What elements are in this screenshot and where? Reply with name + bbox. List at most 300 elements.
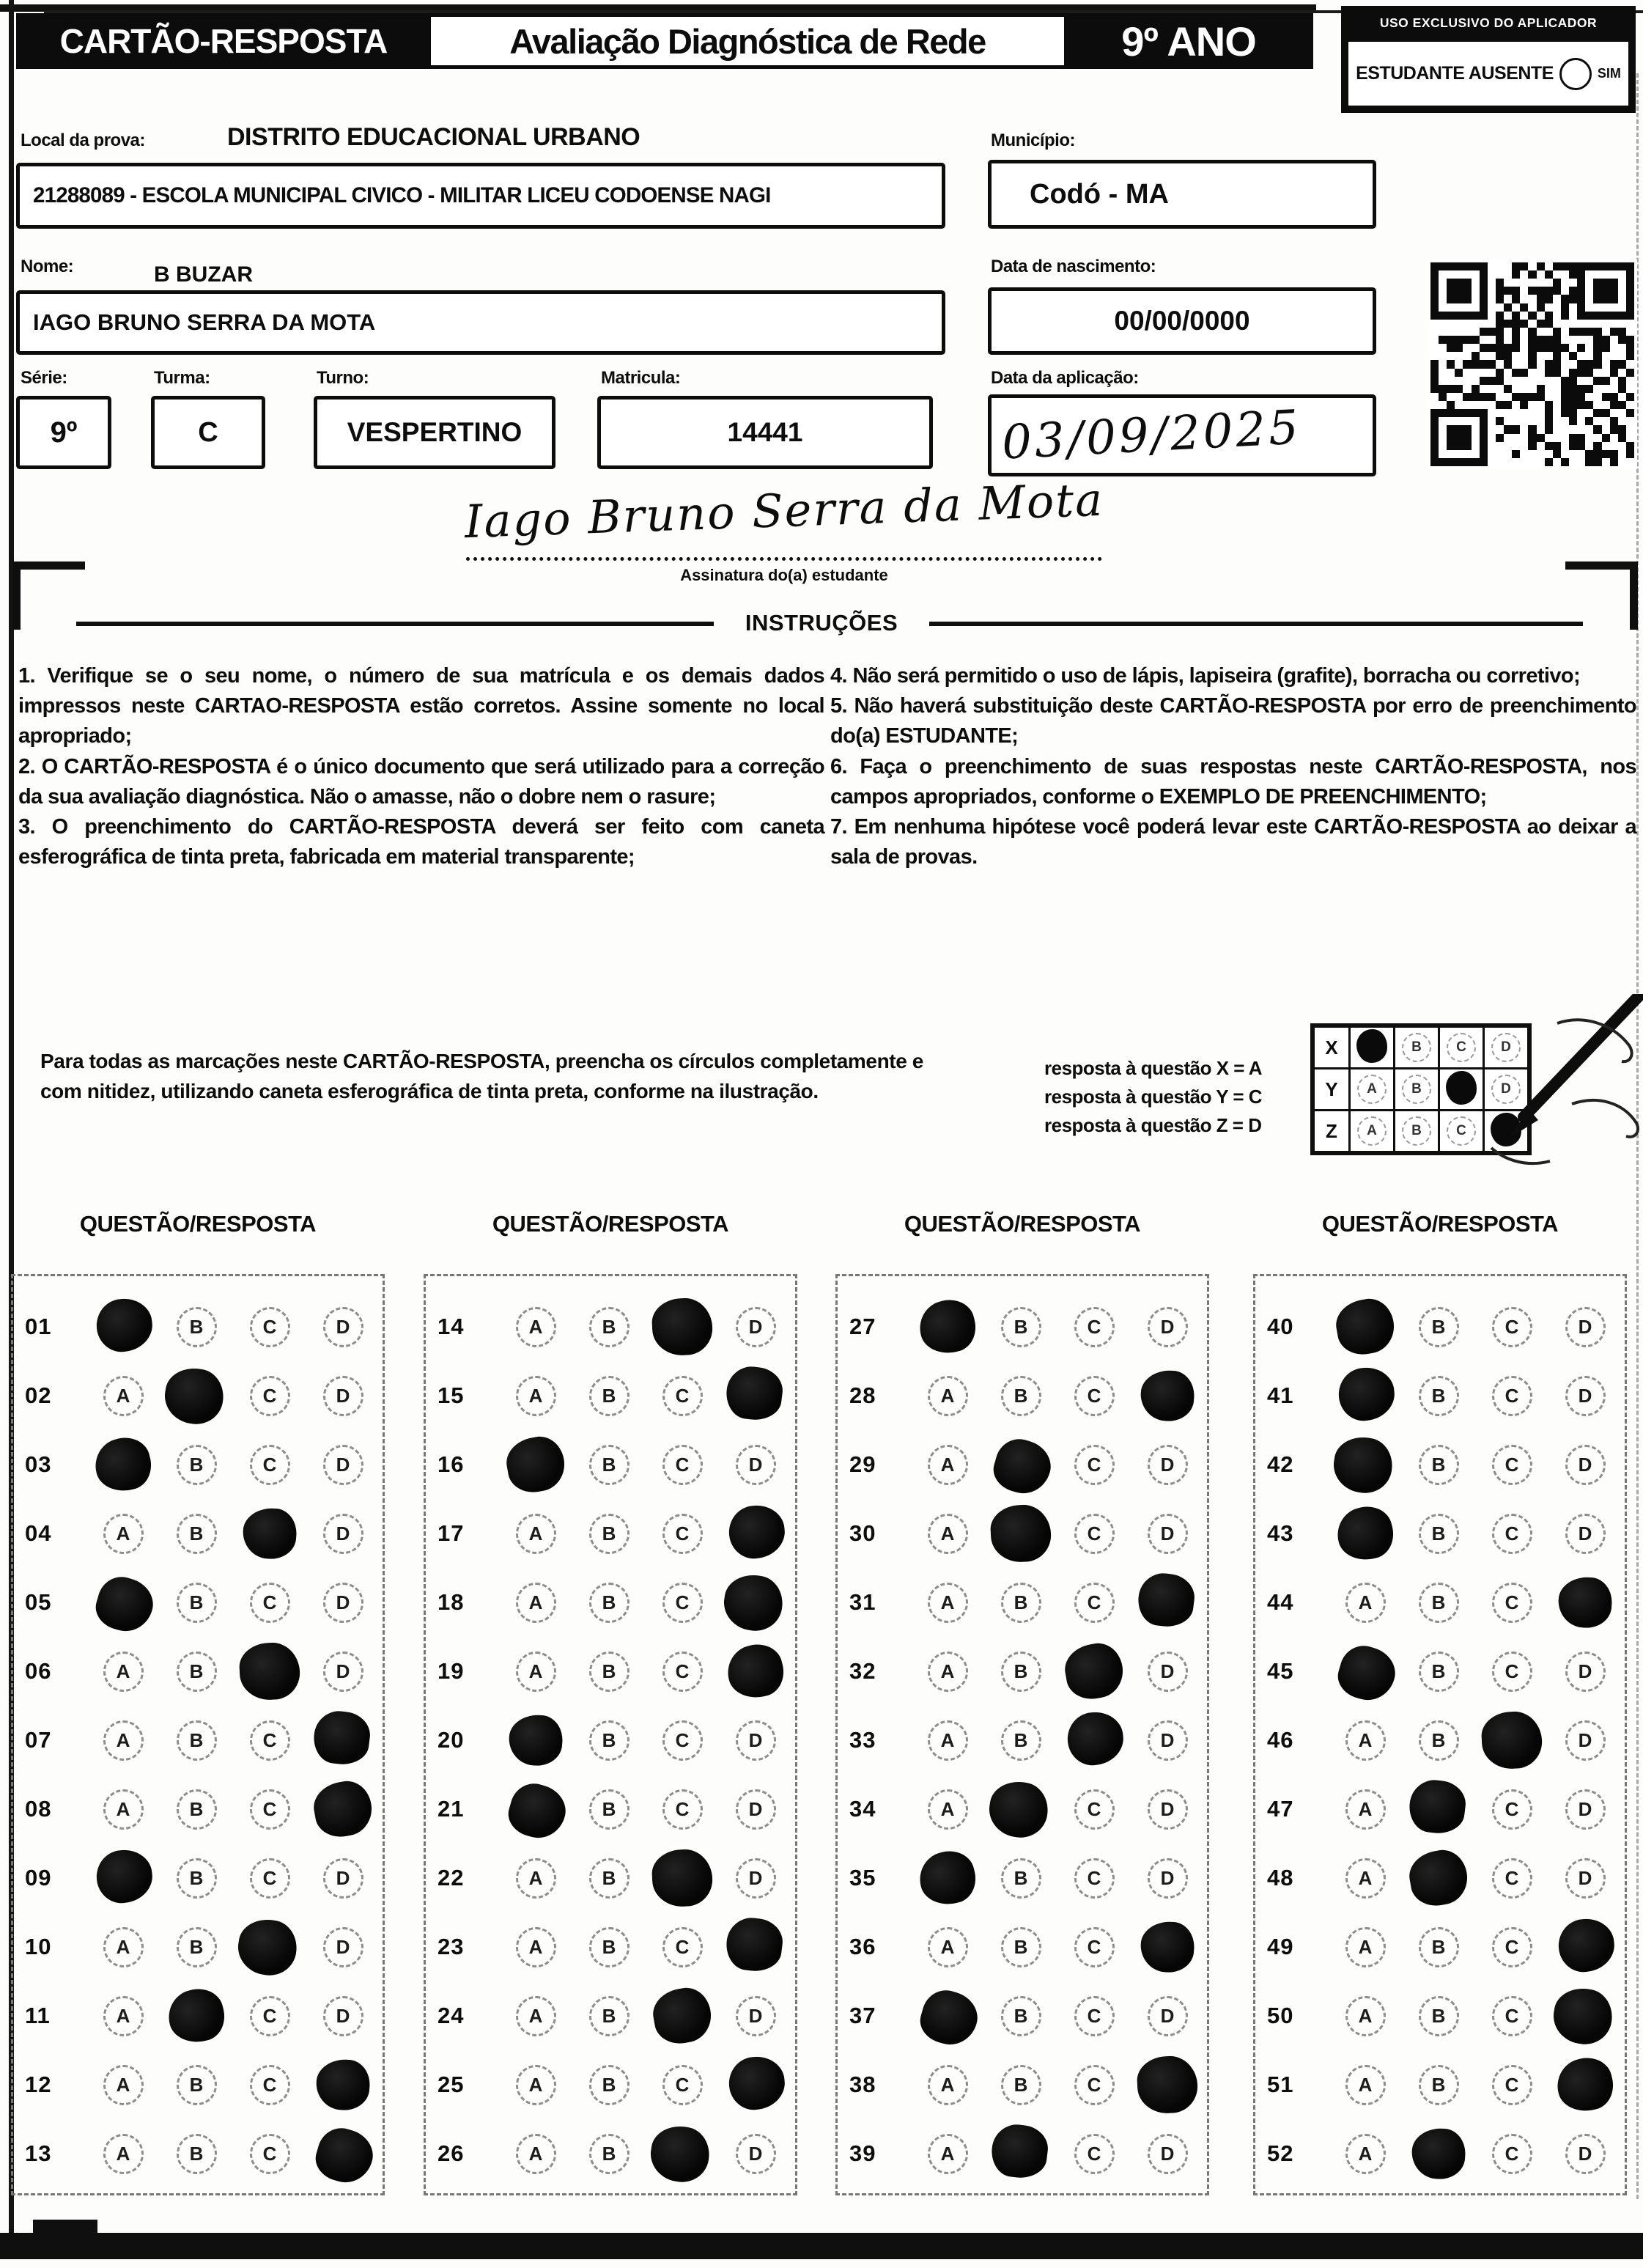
filled-bubble[interactable] bbox=[1333, 1641, 1401, 1706]
answer-bubble[interactable]: A bbox=[516, 1376, 556, 1416]
filled-bubble[interactable] bbox=[915, 1985, 983, 2051]
option-C-q48 bbox=[1475, 1858, 1548, 1899]
answer-bubble[interactable]: A bbox=[928, 2065, 968, 2105]
answer-bubble[interactable]: C bbox=[1074, 2065, 1115, 2105]
filled-bubble[interactable] bbox=[726, 1503, 787, 1561]
option-A-q46 bbox=[1329, 1720, 1402, 1761]
filled-bubble[interactable] bbox=[989, 2121, 1050, 2181]
answer-bubble[interactable]: A bbox=[103, 2134, 144, 2174]
option-A-q24 bbox=[499, 1996, 572, 2036]
answer-bubble[interactable]: A bbox=[1345, 1858, 1386, 1899]
answer-bubble[interactable]: B bbox=[589, 1789, 629, 1830]
answer-bubble[interactable]: A bbox=[516, 1996, 556, 2036]
answer-bubble[interactable]: B bbox=[1001, 1927, 1041, 1967]
filled-bubble[interactable] bbox=[986, 1778, 1052, 1841]
question-row-48 bbox=[1255, 1844, 1625, 1912]
school-value: 21288089 - ESCOLA MUNICIPAL CIVICO - MILITAR LICEU CODOENSE NAGI bbox=[33, 183, 771, 207]
question-row-38 bbox=[838, 2050, 1207, 2119]
filled-bubble[interactable] bbox=[989, 1503, 1052, 1564]
answer-bubble[interactable]: C bbox=[1492, 1858, 1532, 1899]
exam-title-box bbox=[431, 13, 1064, 69]
option-A-q19 bbox=[499, 1652, 572, 1692]
instruction-item-1: 4. Não será permitido o uso de lápis, lapiseira (grafite), borracha ou corretivo; bbox=[830, 664, 1581, 688]
filled-bubble[interactable] bbox=[1551, 2052, 1618, 2117]
answer-bubble[interactable]: C bbox=[1492, 1927, 1532, 1967]
answer-bubble[interactable]: C bbox=[1492, 2134, 1532, 2174]
answer-bubble[interactable]: B bbox=[1001, 1652, 1041, 1692]
answer-bubble[interactable]: A bbox=[516, 1652, 556, 1692]
answer-bubble[interactable]: B bbox=[589, 1720, 629, 1761]
filled-bubble[interactable] bbox=[238, 1641, 301, 1701]
filled-bubble[interactable] bbox=[914, 1295, 981, 1359]
answer-bubble[interactable]: D bbox=[1565, 1514, 1606, 1554]
filled-bubble[interactable] bbox=[310, 1778, 376, 1841]
question-number: 07 bbox=[25, 1727, 52, 1753]
answer-bubble[interactable]: A bbox=[516, 2065, 556, 2105]
answer-bubble[interactable]: B bbox=[589, 1927, 629, 1967]
answer-bubble[interactable]: A bbox=[1345, 1720, 1386, 1761]
filled-bubble[interactable] bbox=[1336, 1365, 1397, 1424]
answer-bubble[interactable]: C bbox=[662, 1445, 703, 1485]
answer-bubble[interactable]: C bbox=[1492, 1583, 1532, 1623]
answer-bubble[interactable]: C bbox=[662, 1927, 703, 1967]
option-C-q02 bbox=[233, 1376, 306, 1416]
turma-field bbox=[151, 396, 265, 469]
filled-bubble[interactable] bbox=[503, 1778, 572, 1844]
answer-bubble[interactable]: B bbox=[1001, 1720, 1041, 1761]
filled-bubble[interactable] bbox=[720, 1571, 787, 1635]
answer-bubble[interactable]: B bbox=[589, 2065, 629, 2105]
answer-bubble[interactable]: D bbox=[323, 1858, 363, 1899]
filled-bubble[interactable] bbox=[311, 2123, 379, 2189]
filled-bubble[interactable] bbox=[649, 1984, 715, 2048]
answer-bubble[interactable]: C bbox=[1074, 1927, 1115, 1967]
turno-label: Turno: bbox=[317, 368, 369, 388]
filled-bubble[interactable] bbox=[1557, 1575, 1614, 1630]
answer-bubble[interactable]: A bbox=[516, 1583, 556, 1623]
option-D-q38-marked bbox=[1131, 2058, 1204, 2111]
option-B-q06 bbox=[160, 1652, 233, 1692]
answer-bubble[interactable]: C bbox=[250, 1376, 290, 1416]
answer-bubble[interactable]: B bbox=[589, 1514, 629, 1554]
answer-bubble[interactable]: A bbox=[928, 2134, 968, 2174]
answer-bubble[interactable]: D bbox=[736, 1996, 776, 2036]
option-B-q16 bbox=[572, 1445, 646, 1485]
answer-bubble[interactable]: C bbox=[662, 1652, 703, 1692]
answer-bubble[interactable]: C bbox=[1074, 2134, 1115, 2174]
option-D-q08-marked bbox=[306, 1783, 380, 1836]
answer-bubble[interactable]: D bbox=[1148, 1652, 1188, 1692]
instruction-item-2: 2. O CARTÃO-RESPOSTA é o único documento que será utilizado para a correção da sua avaliação diagnóstica. Não o amasse, não o dobre nem o rasure; bbox=[18, 754, 824, 809]
answer-bubble[interactable]: B bbox=[177, 1652, 217, 1692]
question-number: 23 bbox=[437, 1934, 465, 1959]
filled-bubble[interactable] bbox=[651, 1297, 714, 1357]
filled-bubble[interactable] bbox=[1406, 1847, 1472, 1910]
option-A-q39 bbox=[911, 2134, 984, 2174]
answer-bubble[interactable]: C bbox=[662, 1376, 703, 1416]
answer-bubble[interactable]: C bbox=[1492, 1514, 1532, 1554]
answer-bubble[interactable]: D bbox=[1148, 2134, 1188, 2174]
filled-bubble[interactable] bbox=[723, 1363, 785, 1423]
answer-bubble[interactable]: B bbox=[1001, 1996, 1041, 2036]
option-C-q16 bbox=[646, 1445, 719, 1485]
answer-column-header: QUESTÃO/RESPOSTA bbox=[1321, 1211, 1559, 1237]
answer-bubble[interactable]: A bbox=[103, 1996, 144, 2036]
filled-bubble[interactable] bbox=[1136, 2055, 1199, 2115]
question-number: 27 bbox=[849, 1314, 876, 1339]
example-bubble: A bbox=[1357, 1116, 1387, 1146]
municipio-label: Município: bbox=[991, 130, 1075, 150]
filled-bubble[interactable] bbox=[91, 1572, 159, 1638]
answer-bubble[interactable]: C bbox=[1492, 1376, 1532, 1416]
answer-bubble[interactable]: C bbox=[250, 1445, 290, 1485]
answer-bubble[interactable]: C bbox=[250, 1996, 290, 2036]
nascimento-value: 00/00/0000 bbox=[1114, 306, 1250, 336]
answer-bubble[interactable]: B bbox=[1419, 1376, 1459, 1416]
question-number: 16 bbox=[437, 1451, 465, 1477]
answer-bubble[interactable]: A bbox=[928, 1376, 968, 1416]
option-A-q38 bbox=[911, 2065, 984, 2105]
answer-bubble[interactable]: A bbox=[928, 1720, 968, 1761]
answer-bubble[interactable]: A bbox=[1345, 2065, 1386, 2105]
answer-bubble[interactable]: C bbox=[1492, 1996, 1532, 2036]
question-row-44 bbox=[1255, 1568, 1625, 1637]
answer-bubble[interactable]: B bbox=[1419, 2065, 1459, 2105]
option-A-q44 bbox=[1329, 1583, 1402, 1623]
question-number: 32 bbox=[849, 1658, 876, 1684]
option-B-q07 bbox=[160, 1720, 233, 1761]
answer-bubble[interactable]: D bbox=[323, 1583, 363, 1623]
example-bubble: B bbox=[1402, 1116, 1431, 1146]
answer-bubble[interactable]: A bbox=[516, 1307, 556, 1347]
answer-bubble[interactable]: A bbox=[103, 1927, 144, 1967]
answer-bubble[interactable]: D bbox=[1148, 1789, 1188, 1830]
answer-bubble[interactable]: C bbox=[1492, 1789, 1532, 1830]
answer-bubble[interactable]: B bbox=[177, 1927, 217, 1967]
answer-bubble[interactable]: C bbox=[250, 1583, 290, 1623]
question-row-27 bbox=[838, 1292, 1207, 1361]
filled-bubble[interactable] bbox=[1139, 1920, 1196, 1974]
filled-bubble[interactable] bbox=[163, 1984, 229, 2048]
option-B-q52-marked bbox=[1402, 2127, 1475, 2180]
answer-bubble[interactable]: C bbox=[1074, 1445, 1115, 1485]
answer-bubble[interactable]: A bbox=[103, 1376, 144, 1416]
answer-bubble[interactable]: C bbox=[662, 1720, 703, 1761]
option-C-q29 bbox=[1057, 1445, 1131, 1485]
option-A-q30 bbox=[911, 1514, 984, 1554]
filled-bubble[interactable] bbox=[1550, 1984, 1617, 2048]
answer-bubble[interactable]: A bbox=[928, 1927, 968, 1967]
question-number: 22 bbox=[437, 1865, 465, 1890]
answer-bubble[interactable]: D bbox=[1148, 1996, 1188, 2036]
answer-bubble[interactable]: C bbox=[250, 1720, 290, 1761]
answer-bubble[interactable]: D bbox=[323, 1927, 363, 1967]
answer-bubble[interactable]: A bbox=[516, 2134, 556, 2174]
filled-bubble[interactable] bbox=[1135, 1570, 1197, 1630]
question-number: 01 bbox=[25, 1314, 52, 1339]
option-B-q27 bbox=[984, 1307, 1057, 1347]
scan-edge-bottom bbox=[0, 2233, 1643, 2259]
answer-bubble[interactable]: B bbox=[1419, 1583, 1459, 1623]
filled-bubble[interactable] bbox=[1556, 1916, 1617, 1975]
answer-bubble[interactable]: B bbox=[1001, 1858, 1041, 1899]
answer-bubble[interactable]: A bbox=[103, 1789, 144, 1830]
filled-bubble[interactable] bbox=[235, 1915, 301, 1979]
answer-bubble[interactable]: C bbox=[250, 1307, 290, 1347]
filled-bubble[interactable] bbox=[503, 1433, 569, 1497]
example-cell bbox=[1350, 1069, 1395, 1111]
answer-bubble[interactable]: A bbox=[1345, 1927, 1386, 1967]
answer-bubble[interactable]: B bbox=[1419, 1514, 1459, 1554]
example-line-3: resposta à questão Z = D bbox=[1044, 1114, 1262, 1136]
answer-bubble[interactable]: D bbox=[736, 1789, 776, 1830]
answer-bubble[interactable]: B bbox=[177, 1858, 217, 1899]
question-number: 17 bbox=[437, 1520, 465, 1546]
answer-bubble[interactable]: C bbox=[1074, 1514, 1115, 1554]
answer-bubble[interactable]: C bbox=[1074, 1376, 1115, 1416]
option-D-q45 bbox=[1548, 1652, 1622, 1692]
question-number: 19 bbox=[437, 1658, 465, 1684]
filled-bubble[interactable] bbox=[311, 1708, 372, 1767]
example-bubble: C bbox=[1447, 1116, 1476, 1146]
local-value: DISTRITO EDUCACIONAL URBANO bbox=[227, 123, 640, 151]
question-row-18 bbox=[426, 1568, 795, 1637]
answer-bubble[interactable]: D bbox=[1565, 1376, 1606, 1416]
answer-bubble[interactable]: D bbox=[1565, 1307, 1606, 1347]
answer-bubble[interactable]: D bbox=[323, 1652, 363, 1692]
answer-bubble[interactable]: C bbox=[662, 1789, 703, 1830]
filled-bubble[interactable] bbox=[241, 1506, 298, 1561]
answer-bubble[interactable]: D bbox=[1565, 1445, 1606, 1485]
answer-bubble[interactable]: A bbox=[103, 1652, 144, 1692]
answer-bubble[interactable]: D bbox=[736, 1445, 776, 1485]
option-A-q12 bbox=[86, 2065, 160, 2105]
answer-bubble[interactable]: B bbox=[177, 1445, 217, 1485]
answer-bubble[interactable]: B bbox=[177, 1789, 217, 1830]
filled-bubble[interactable] bbox=[1480, 1710, 1543, 1770]
answer-bubble[interactable]: D bbox=[1565, 1652, 1606, 1692]
question-row-10 bbox=[13, 1912, 383, 1981]
answer-bubble[interactable]: D bbox=[1148, 1445, 1188, 1485]
answer-bubble[interactable]: B bbox=[589, 1583, 629, 1623]
option-B-q40 bbox=[1402, 1307, 1475, 1347]
filled-bubble[interactable] bbox=[726, 2054, 787, 2113]
answer-bubble[interactable]: A bbox=[516, 1514, 556, 1554]
option-A-q45-marked bbox=[1329, 1645, 1402, 1698]
option-D-q27 bbox=[1131, 1307, 1204, 1347]
absent-bubble[interactable] bbox=[1559, 58, 1592, 90]
question-number: 46 bbox=[1267, 1727, 1294, 1753]
option-D-q02 bbox=[306, 1376, 380, 1416]
filled-bubble[interactable] bbox=[1139, 1369, 1196, 1423]
filled-bubble[interactable] bbox=[1332, 1501, 1398, 1566]
answer-bubble[interactable]: B bbox=[589, 2134, 629, 2174]
answer-bubble[interactable]: D bbox=[323, 1376, 363, 1416]
filled-bubble[interactable] bbox=[723, 1915, 785, 1974]
answer-bubble[interactable]: C bbox=[1492, 1307, 1532, 1347]
question-row-51 bbox=[1255, 2050, 1625, 2119]
answer-bubble[interactable]: B bbox=[1419, 1445, 1459, 1485]
answer-bubble[interactable]: A bbox=[928, 1514, 968, 1554]
answer-bubble[interactable]: D bbox=[736, 1307, 776, 1347]
filled-bubble[interactable] bbox=[1406, 1777, 1468, 1836]
filled-bubble[interactable] bbox=[89, 1432, 156, 1497]
answer-bubble[interactable]: C bbox=[1492, 1445, 1532, 1485]
answer-bubble[interactable]: B bbox=[589, 1996, 629, 2036]
answer-bubble[interactable]: B bbox=[177, 2134, 217, 2174]
option-D-q29 bbox=[1131, 1445, 1204, 1485]
filled-bubble[interactable] bbox=[94, 1847, 155, 1906]
answer-bubble[interactable]: D bbox=[1148, 1514, 1188, 1554]
answer-bubble[interactable]: C bbox=[1492, 2065, 1532, 2105]
answer-bubble[interactable]: A bbox=[928, 1652, 968, 1692]
option-C-q12 bbox=[233, 2065, 306, 2105]
answer-bubble[interactable]: B bbox=[177, 1583, 217, 1623]
question-number: 42 bbox=[1267, 1451, 1294, 1477]
question-number: 37 bbox=[849, 2003, 876, 2028]
example-bubble: C bbox=[1447, 1033, 1476, 1062]
instruction-item-1: 1. Verifique se o seu nome, o número de sua matrícula e os demais dados impressos neste CARTAO-RESPOSTA estão corretos. Assine somente no local apropriado; bbox=[18, 664, 824, 748]
option-C-q05 bbox=[233, 1583, 306, 1623]
answer-bubble[interactable]: A bbox=[103, 2065, 144, 2105]
answer-bubble[interactable]: B bbox=[589, 1652, 629, 1692]
option-B-q19 bbox=[572, 1652, 646, 1692]
question-row-43 bbox=[1255, 1499, 1625, 1568]
answer-bubble[interactable]: A bbox=[516, 1858, 556, 1899]
answer-bubble[interactable]: C bbox=[250, 1858, 290, 1899]
answer-bubble[interactable]: D bbox=[323, 1514, 363, 1554]
answer-bubble[interactable]: D bbox=[1565, 2134, 1606, 2174]
filled-bubble[interactable] bbox=[94, 1296, 155, 1355]
filled-bubble[interactable] bbox=[914, 1846, 981, 1910]
answer-bubble[interactable]: A bbox=[928, 1583, 968, 1623]
answer-bubble[interactable]: C bbox=[662, 2065, 703, 2105]
answer-bubble[interactable]: A bbox=[516, 1927, 556, 1967]
option-B-q24 bbox=[572, 1996, 646, 2036]
answer-bubble[interactable]: C bbox=[1074, 1583, 1115, 1623]
answer-bubble[interactable]: B bbox=[589, 1445, 629, 1485]
filled-bubble[interactable] bbox=[314, 2058, 372, 2112]
option-D-q25-marked bbox=[719, 2058, 792, 2111]
answer-bubble[interactable]: B bbox=[1419, 1720, 1459, 1761]
answer-bubble[interactable]: C bbox=[250, 2065, 290, 2105]
answer-bubble[interactable]: D bbox=[1565, 1858, 1606, 1899]
filled-bubble[interactable] bbox=[161, 1364, 228, 1428]
question-number: 33 bbox=[849, 1727, 876, 1753]
option-C-q15 bbox=[646, 1376, 719, 1416]
answer-bubble[interactable]: B bbox=[177, 1720, 217, 1761]
answer-bubble[interactable]: C bbox=[1074, 1307, 1115, 1347]
answer-bubble[interactable]: B bbox=[177, 2065, 217, 2105]
option-D-q50-marked bbox=[1548, 1989, 1622, 2042]
answer-bubble[interactable]: B bbox=[589, 1376, 629, 1416]
filled-bubble[interactable] bbox=[647, 2122, 714, 2186]
filled-bubble[interactable] bbox=[1330, 1433, 1397, 1497]
filled-bubble[interactable] bbox=[507, 1713, 564, 1767]
answer-bubble[interactable]: B bbox=[1419, 1927, 1459, 1967]
filled-bubble[interactable] bbox=[1065, 1709, 1126, 1768]
answer-bubble[interactable]: A bbox=[103, 1514, 144, 1554]
filled-bubble[interactable] bbox=[651, 1848, 714, 1908]
answer-bubble[interactable]: D bbox=[736, 2134, 776, 2174]
option-B-q43 bbox=[1402, 1514, 1475, 1554]
option-C-q44 bbox=[1475, 1583, 1548, 1623]
answer-bubble[interactable]: A bbox=[928, 1789, 968, 1830]
answer-bubble[interactable]: B bbox=[177, 1514, 217, 1554]
option-C-q40 bbox=[1475, 1307, 1548, 1347]
filled-bubble[interactable] bbox=[1410, 2127, 1467, 2181]
answer-bubble[interactable]: A bbox=[103, 1720, 144, 1761]
option-D-q03 bbox=[306, 1445, 380, 1485]
question-row-40 bbox=[1255, 1292, 1625, 1361]
answer-bubble[interactable]: B bbox=[1419, 1996, 1459, 2036]
question-number: 39 bbox=[849, 2140, 876, 2166]
question-number: 12 bbox=[25, 2072, 52, 2097]
answer-bubble[interactable]: A bbox=[928, 1445, 968, 1485]
answer-bubble[interactable]: A bbox=[1345, 1996, 1386, 2036]
answer-bubble[interactable]: C bbox=[1074, 1789, 1115, 1830]
answer-bubble[interactable]: A bbox=[1345, 1789, 1386, 1830]
answer-bubble[interactable]: D bbox=[1148, 1720, 1188, 1761]
answer-bubble[interactable]: B bbox=[1419, 1652, 1459, 1692]
answer-bubble[interactable]: A bbox=[1345, 1583, 1386, 1623]
option-D-q51-marked bbox=[1548, 2058, 1622, 2111]
filled-bubble[interactable] bbox=[1332, 1295, 1398, 1359]
answer-bubble[interactable]: C bbox=[1074, 1858, 1115, 1899]
answer-bubble[interactable]: A bbox=[1345, 2134, 1386, 2174]
option-B-q12 bbox=[160, 2065, 233, 2105]
filled-bubble[interactable] bbox=[989, 1434, 1057, 1500]
answer-bubble[interactable]: C bbox=[250, 1789, 290, 1830]
answer-bubble[interactable]: D bbox=[736, 1720, 776, 1761]
answer-bubble[interactable]: D bbox=[323, 1307, 363, 1347]
answer-bubble[interactable]: B bbox=[1001, 2065, 1041, 2105]
option-B-q02-marked bbox=[160, 1369, 233, 1422]
answer-bubble[interactable]: D bbox=[1148, 1307, 1188, 1347]
option-D-q13-marked bbox=[306, 2127, 380, 2180]
answer-bubble[interactable]: C bbox=[1074, 1996, 1115, 2036]
answer-bubble[interactable]: B bbox=[1001, 1307, 1041, 1347]
answer-bubble[interactable]: B bbox=[589, 1307, 629, 1347]
answer-bubble[interactable]: B bbox=[1001, 1376, 1041, 1416]
option-A-q09-marked bbox=[86, 1852, 160, 1904]
answer-bubble[interactable]: D bbox=[1565, 1720, 1606, 1761]
answer-bubble[interactable]: D bbox=[1148, 1858, 1188, 1899]
answer-bubble[interactable]: C bbox=[250, 2134, 290, 2174]
answer-bubble[interactable]: C bbox=[1492, 1652, 1532, 1692]
answer-bubble[interactable]: B bbox=[1419, 1307, 1459, 1347]
answer-bubble[interactable]: D bbox=[736, 1858, 776, 1899]
signature-line[interactable] bbox=[466, 557, 1102, 561]
serie-field bbox=[16, 396, 111, 469]
answer-column-header: QUESTÃO/RESPOSTA bbox=[79, 1211, 317, 1237]
answer-bubble[interactable]: D bbox=[1565, 1789, 1606, 1830]
option-C-q45 bbox=[1475, 1652, 1548, 1692]
answer-bubble[interactable]: D bbox=[323, 1445, 363, 1485]
answer-bubble[interactable]: D bbox=[323, 1996, 363, 2036]
answer-bubble[interactable]: B bbox=[177, 1307, 217, 1347]
filled-bubble[interactable] bbox=[1061, 1640, 1127, 1704]
answer-bubble[interactable]: C bbox=[662, 1583, 703, 1623]
question-row-35 bbox=[838, 1844, 1207, 1912]
answer-bubble[interactable]: C bbox=[662, 1514, 703, 1554]
answer-bubble[interactable]: B bbox=[589, 1858, 629, 1899]
answer-bubble[interactable]: B bbox=[1001, 1583, 1041, 1623]
filled-bubble[interactable] bbox=[722, 1639, 789, 1704]
exam-title: Avaliação Diagnóstica de Rede bbox=[509, 21, 986, 61]
option-B-q46 bbox=[1402, 1720, 1475, 1761]
option-B-q11-marked bbox=[160, 1989, 233, 2042]
